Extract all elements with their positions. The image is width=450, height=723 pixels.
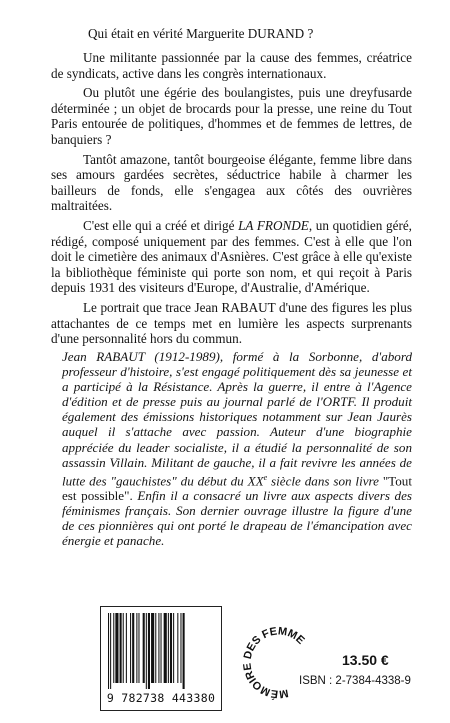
barcode-bar bbox=[168, 613, 169, 683]
barcode-bar bbox=[126, 613, 127, 683]
barcode-bar bbox=[177, 613, 178, 683]
blurb-paragraph: Tantôt amazone, tantôt bourgeoise élégante, femme libre dans ses amours gardées secrètes, séductrice habile à charmer les bailleurs de fonds, elle s'engagea aux côtés des ouvrières maltraitées. bbox=[51, 151, 412, 214]
barcode-bar bbox=[123, 613, 124, 683]
barcode-bar bbox=[151, 613, 154, 683]
barcode-bar bbox=[180, 613, 181, 683]
text-run: , un quotidien géré, rédigé, composé uniquement par des femmes. C'est à elle que l'on doit le cimetière des animaux d'Asnières. C'est grâce à elle qu'existe la bibliothèque féministe qui porte son nom, et qui reçoit à Paris depuis 1931 des visiteurs d'Europe, d'Australie, d'Amérique. bbox=[51, 217, 412, 296]
price: 13.50 € bbox=[342, 652, 389, 668]
blurb-paragraph: Ou plutôt une égérie des boulangistes, puis une dreyfusarde déterminée ; un objet de brocards pour la presse, une reine du Tout Paris entourée de politiques, d'hommes et de femmes de lettres, de banquiers ? bbox=[51, 85, 412, 147]
barcode bbox=[100, 606, 220, 712]
barcode-bar bbox=[108, 613, 109, 689]
author-biography bbox=[62, 349, 412, 549]
barcode-bar bbox=[164, 613, 167, 683]
publisher-logo bbox=[232, 612, 312, 712]
barcode-bar bbox=[132, 613, 134, 683]
text-run: C'est elle qui a créé et dirigé bbox=[83, 217, 239, 233]
isbn: ISBN : 2-7384-4338-9 bbox=[299, 675, 411, 687]
superscript: e bbox=[263, 472, 268, 482]
barcode-bar bbox=[173, 613, 174, 683]
cover-question: Qui était en vérité Marguerite DURAND ? bbox=[88, 26, 314, 41]
barcode-bar bbox=[155, 613, 156, 683]
text-run: siècle dans son livre bbox=[267, 473, 383, 489]
barcode-bar bbox=[130, 613, 131, 683]
barcode-bar bbox=[120, 613, 122, 683]
barcode-bar bbox=[110, 613, 111, 689]
svg-text:MÉMOIRE DES FEMMES: MÉMOIRE DES FEMMES bbox=[241, 625, 307, 700]
barcode-bar bbox=[170, 613, 172, 683]
text-run: Enfin il a consacré un livre aux aspects divers des féminismes français. Son dernier ouvrage illustre la figure d'une de ces pionnières qui ont porté le drapeau de l'émancipation avec énergie et panache. bbox=[62, 488, 412, 549]
barcode-bar bbox=[183, 613, 185, 689]
barcode-bar bbox=[113, 613, 114, 683]
barcode-bar bbox=[148, 613, 150, 689]
barcode-frame bbox=[100, 606, 222, 711]
barcode-bar bbox=[138, 613, 139, 683]
barcode-bars bbox=[108, 613, 214, 689]
barcode-bar bbox=[115, 613, 118, 683]
book-title: "Tout est possible". bbox=[62, 473, 412, 504]
barcode-bar bbox=[136, 613, 137, 683]
barcode-bar bbox=[143, 613, 145, 683]
blurb-paragraph: Une militante passionnée par la cause des femmes, créatrice de syndicats, active dans les congrès internationaux. bbox=[51, 50, 412, 81]
barcode-bar bbox=[161, 613, 162, 683]
barcode-number: 9 782738 443380 bbox=[106, 691, 216, 705]
barcode-bar bbox=[146, 613, 147, 689]
blurb bbox=[51, 50, 412, 351]
newspaper-title: LA FRONDE bbox=[238, 217, 309, 233]
barcode-bar bbox=[158, 613, 159, 683]
text-run: Jean RABAUT (1912-1989), formé à la Sorbonne, d'abord professeur d'histoire, s'est engagé politiquement dès sa jeunesse et a participé à la Résistance. Après la guerre, il entre à l'Agence d'édition et de presse puis au journal parlé de l'ORTF. Il produit également des émissions historiques notamment sur Jean Jaurès auquel il s'attache avec passion. Auteur d'une biographie appréciée du leader socialiste, il a étudié la personnalité de son assassin Villain. Militant de gauche, il a fait revivre les années de lutte des "gauchistes" du début du XX bbox=[62, 349, 412, 489]
blurb-paragraph: Le portrait que trace Jean RABAUT d'une des figures les plus attachantes de ce temps met en lumière les aspects surprenants d'une personnalité hors du commun. bbox=[51, 299, 412, 347]
blurb-paragraph bbox=[51, 218, 412, 296]
